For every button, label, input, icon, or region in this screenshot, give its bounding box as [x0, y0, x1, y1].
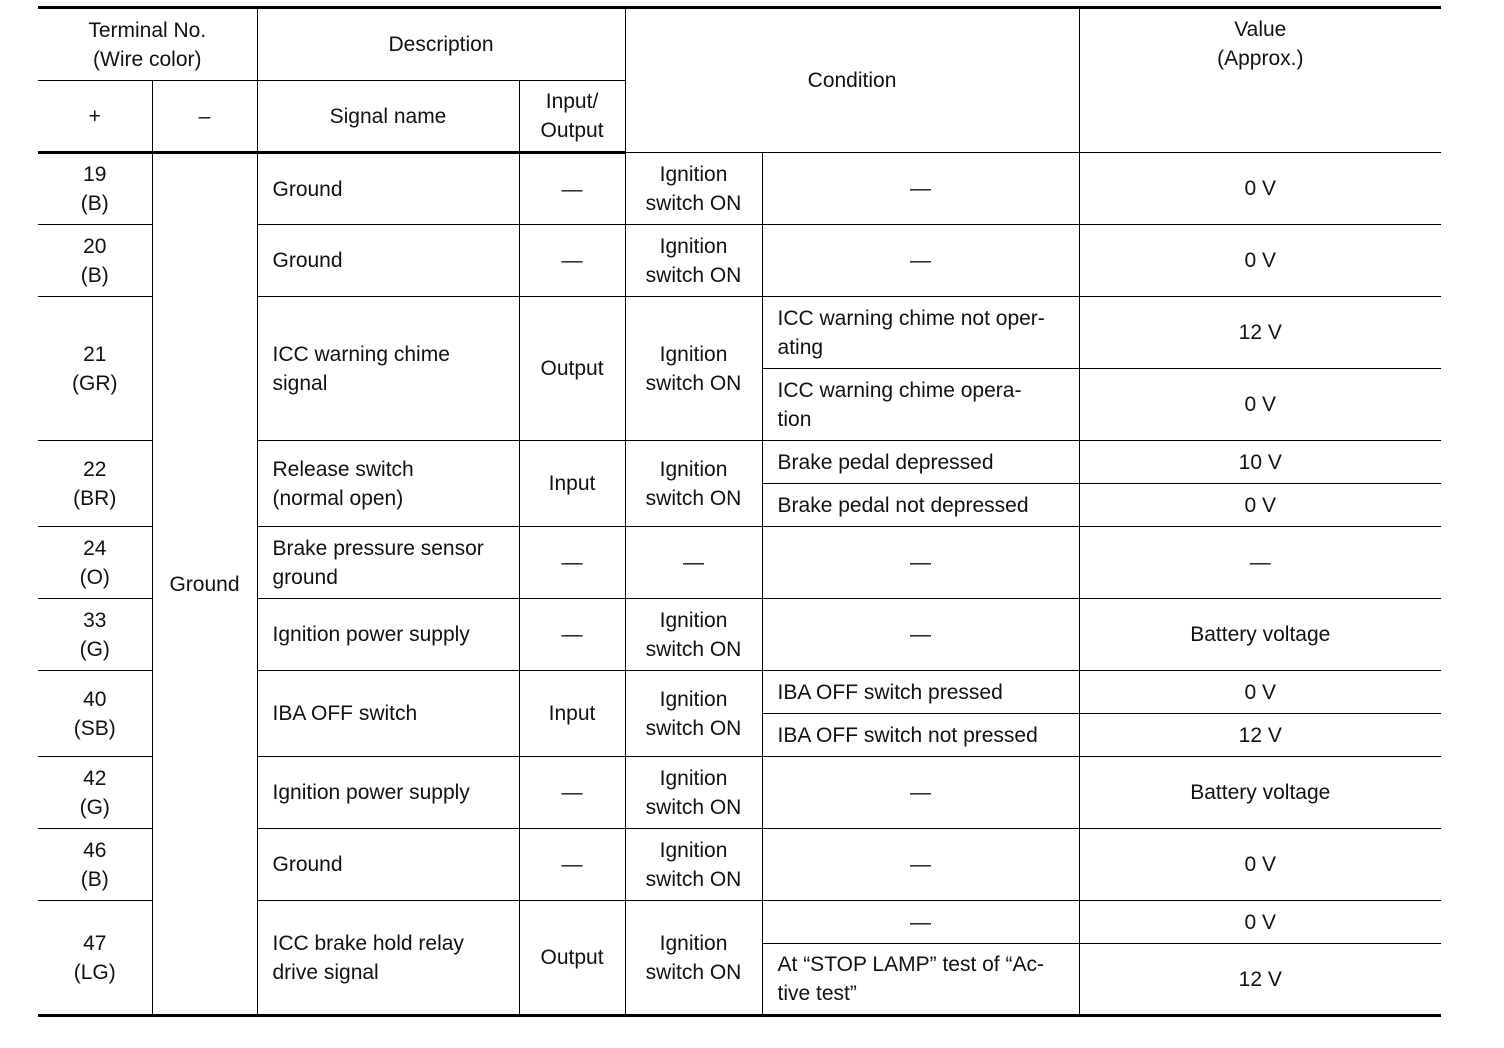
signal-name-cell: Brake pressure sensor ground	[257, 527, 519, 599]
input-output-cell: —	[519, 153, 625, 225]
value-cell: 0 V	[1079, 225, 1441, 297]
table-row	[38, 153, 1441, 225]
condition-detail-cell: Brake pedal depressed	[762, 441, 1079, 484]
condition-main-cell: —	[625, 527, 762, 599]
condition-detail-cell: IBA OFF switch not pressed	[762, 714, 1079, 757]
value-cell: 0 V	[1079, 153, 1441, 225]
condition-main-cell: Ignition switch ON	[625, 901, 762, 1016]
terminal-cell: 46 (B)	[38, 829, 152, 901]
input-output-cell: —	[519, 599, 625, 671]
condition-detail-cell: —	[762, 757, 1079, 829]
value-cell: 0 V	[1079, 901, 1441, 944]
header-terminal: Terminal No. (Wire color)	[38, 8, 257, 81]
signal-name-cell: Ground	[257, 153, 519, 225]
header-signal-name: Signal name	[257, 81, 519, 153]
header-value: Value (Approx.)	[1079, 8, 1441, 153]
condition-detail-cell: At “STOP LAMP” test of “Ac- tive test”	[762, 944, 1079, 1016]
condition-main-cell: Ignition switch ON	[625, 599, 762, 671]
condition-main-cell: Ignition switch ON	[625, 671, 762, 757]
terminal-cell: 24 (O)	[38, 527, 152, 599]
value-cell: 0 V	[1079, 484, 1441, 527]
terminal-cell: 21 (GR)	[38, 297, 152, 441]
header-plus: +	[38, 81, 152, 153]
value-cell: 0 V	[1079, 671, 1441, 714]
signal-name-cell: ICC warning chime signal	[257, 297, 519, 441]
signal-name-cell: Ground	[257, 829, 519, 901]
value-cell: 12 V	[1079, 714, 1441, 757]
input-output-cell: —	[519, 829, 625, 901]
value-cell: 12 V	[1079, 297, 1441, 369]
value-cell: Battery voltage	[1079, 757, 1441, 829]
value-cell: Battery voltage	[1079, 599, 1441, 671]
condition-detail-cell: IBA OFF switch pressed	[762, 671, 1079, 714]
value-cell: —	[1079, 527, 1441, 599]
terminal-cell: 40 (SB)	[38, 671, 152, 757]
condition-main-cell: Ignition switch ON	[625, 441, 762, 527]
table-body	[38, 153, 1441, 1016]
input-output-cell: Output	[519, 901, 625, 1016]
value-cell: 0 V	[1079, 829, 1441, 901]
condition-main-cell: Ignition switch ON	[625, 225, 762, 297]
ground-cell: Ground	[152, 153, 257, 1016]
condition-detail-cell: ICC warning chime opera- tion	[762, 369, 1079, 441]
signal-name-cell: Ground	[257, 225, 519, 297]
header-condition: Condition	[625, 8, 1079, 153]
input-output-cell: —	[519, 225, 625, 297]
table-header	[38, 8, 1441, 153]
condition-main-cell: Ignition switch ON	[625, 297, 762, 441]
condition-detail-cell: ICC warning chime not oper- ating	[762, 297, 1079, 369]
condition-detail-cell: —	[762, 225, 1079, 297]
input-output-cell: —	[519, 757, 625, 829]
condition-main-cell: Ignition switch ON	[625, 757, 762, 829]
condition-detail-cell: —	[762, 901, 1079, 944]
input-output-cell: Output	[519, 297, 625, 441]
terminal-cell: 33 (G)	[38, 599, 152, 671]
terminal-cell: 19 (B)	[38, 153, 152, 225]
input-output-cell: Input	[519, 671, 625, 757]
condition-main-cell: Ignition switch ON	[625, 153, 762, 225]
terminal-cell: 20 (B)	[38, 225, 152, 297]
input-output-cell: —	[519, 527, 625, 599]
signal-name-cell: Ignition power supply	[257, 757, 519, 829]
condition-detail-cell: Brake pedal not depressed	[762, 484, 1079, 527]
terminal-cell: 22 (BR)	[38, 441, 152, 527]
terminal-spec-table	[38, 6, 1441, 1017]
header-minus: –	[152, 81, 257, 153]
value-cell: 12 V	[1079, 944, 1441, 1016]
terminal-cell: 42 (G)	[38, 757, 152, 829]
condition-main-cell: Ignition switch ON	[625, 829, 762, 901]
signal-name-cell: Release switch (normal open)	[257, 441, 519, 527]
condition-detail-cell: —	[762, 829, 1079, 901]
signal-name-cell: IBA OFF switch	[257, 671, 519, 757]
input-output-cell: Input	[519, 441, 625, 527]
condition-detail-cell: —	[762, 527, 1079, 599]
signal-name-cell: Ignition power supply	[257, 599, 519, 671]
condition-detail-cell: —	[762, 599, 1079, 671]
value-cell: 0 V	[1079, 369, 1441, 441]
header-input-output: Input/ Output	[519, 81, 625, 153]
condition-detail-cell: —	[762, 153, 1079, 225]
terminal-cell: 47 (LG)	[38, 901, 152, 1016]
signal-name-cell: ICC brake hold relay drive signal	[257, 901, 519, 1016]
value-cell: 10 V	[1079, 441, 1441, 484]
header-description: Description	[257, 8, 625, 81]
